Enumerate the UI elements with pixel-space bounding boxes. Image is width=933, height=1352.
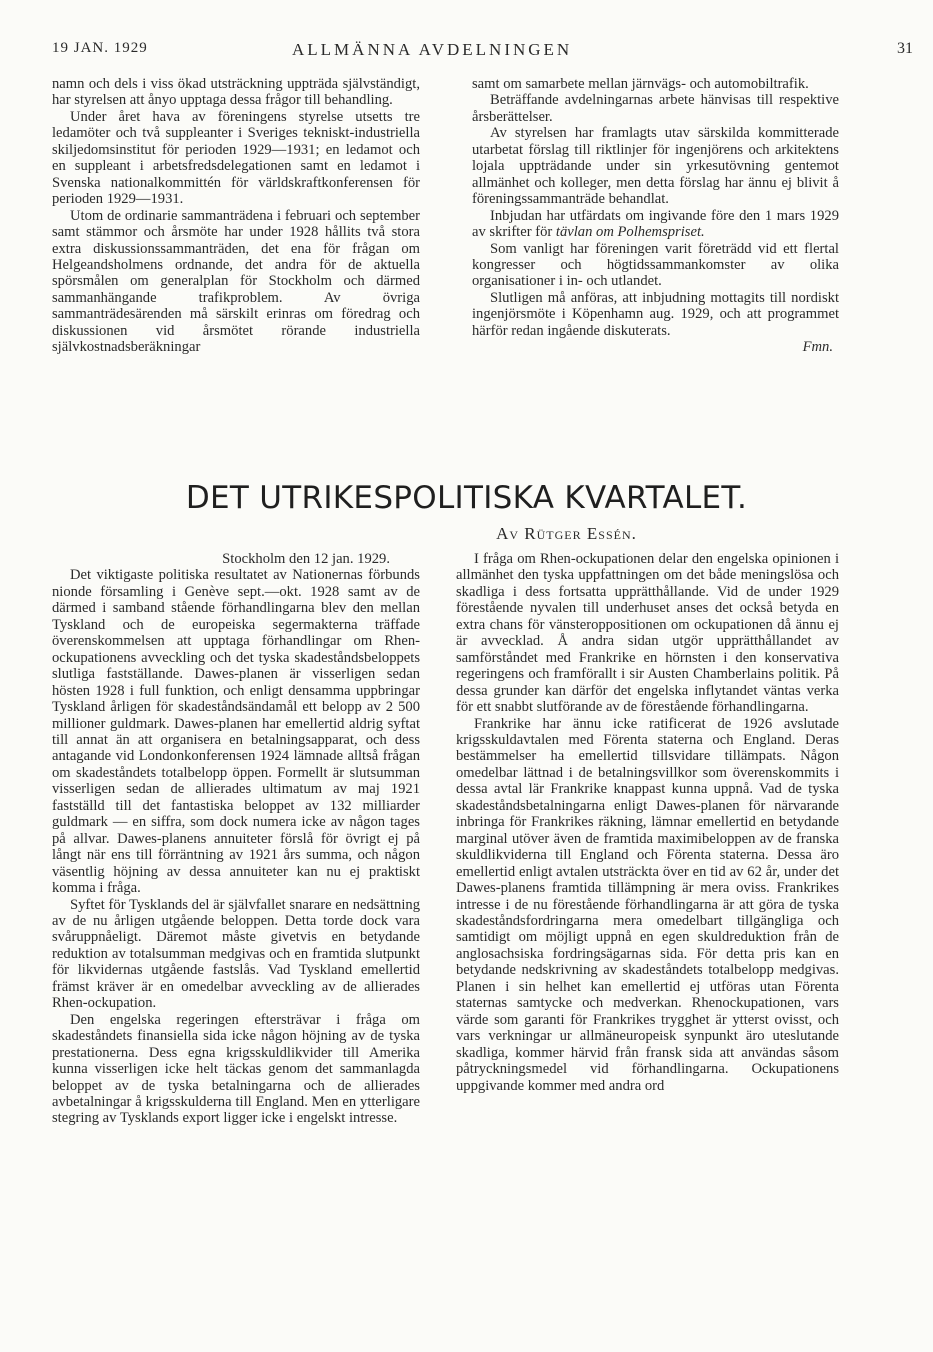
paragraph: Slutligen må anföras, att inbjudning mottagits till nordiskt ingenjörsmöte i Köpenhamn aug. 1929, och att programmet härför redan ingående diskuterats. xyxy=(472,289,839,339)
paragraph-text: Inbjudan har utfärdats om ingivande före den 1 mars 1929 av skrifter för xyxy=(472,207,839,241)
dateline: Stockholm den 12 jan. 1929. xyxy=(222,551,390,567)
article-byline: Av Rütger Essén. xyxy=(496,524,637,543)
header-date: 19 JAN. 1929 xyxy=(52,40,148,56)
paragraph: Frankrike har ännu icke ratificerat de 1926 avslutade krigsskuldavtalen med Förenta staterna och England. Deras bestämmelser ha emellertid tillsvidare tillämpats. Någon omedelbar lättnad i de betalningsvillkor som överenskommits i dessa avtal lär Frankrike knappast kunna uppnå. Vad de tyska skadeståndsbetalningarna enligt Dawes-planen för närvarande inbringa för Frankrikes räkning, lämnar emellertid en betydande marginal utöver även de framtida maximibeloppen av de franska skuldlikviderna till England och Förenta staterna. Dessa äro emellertid enligt avtalen utsträckta över en tid av 62 år, under det Dawes-planens framtida tillämpning är mera oviss. Frankrikes intresse i de nu förestående förhandlingarna är att göra de tyska skadeståndsfordringarna mera omedelbart tillgängliga och samtidigt om möjligt uppnå en egen skuldreduktion från de anglosachsiska fordringsägarnas sida. För detta pris kan en betydande nedskrivning av skadeståndets totalbelopp medgivas. Planen i sin helhet kan emellertid ej utföras utan Förenta staternas samtycke och medverkan. Rhenockupationen, vars värde som garanti för Frankrikes trygghet är ytterst ovisst, och vars verkningar ur allmäneuropeisk synpunkt äro uteslutande skadliga, kommer härvid från fransk sida att användas såsom påtryckningsmedel vid förhandlingarna. Ockupationens uppgivande kommer med andra ord xyxy=(456,715,839,1094)
signature: Fmn. xyxy=(802,339,833,356)
header-section-title: ALLMÄNNA AVDELNINGEN xyxy=(292,40,573,59)
page-number: 31 xyxy=(897,40,913,57)
paragraph: I fråga om Rhen-ockupationen delar den engelska opinionen i allmänhet den tyska uppfattningen om det både meningslösa och skadliga i dess fortsatta upprätthållande. Vid de under 1929 förestående nyvalen till underhuset anses det också betyda en extra chans för vänsteroppositionen om ockupationen då ännu ej är avvecklad. Å andra sidan utgör upprätthållandet av samförståndet med Frankrike en hörnsten i den konservativa regeringens och framförallt i sir Austen Chamberlains politik. På dessa grunder kan därför det engelska inflytandet väntas verka för ett snabbt slutförande av de förestående förhandlingarna. xyxy=(456,551,839,716)
column-bottom-right xyxy=(456,551,839,1094)
prize-name: tävlan om Polhemspriset. xyxy=(555,224,705,241)
column-top-right xyxy=(472,76,839,356)
running-header xyxy=(52,40,913,64)
paragraph: Som vanligt har föreningen varit företrädd vid ett flertal kongresser och högtidssammankomster av olika organisationer i in- och utlandet. xyxy=(472,240,839,290)
column-bottom-left xyxy=(52,551,420,1127)
paragraph: Av styrelsen har framlagts utav särskilda kommitterade utarbetat förslag till riktlinjer för ingenjörens och arkitektens lojala uppträdande under sin yrkesutövning gentemot allmänhet och kolleger, men detta förslag har ännu ej blivit å föreningssammanträde behandlat. xyxy=(472,125,839,208)
paragraph xyxy=(472,208,839,241)
article-title: DET UTRIKESPOLITISKA KVARTALET. xyxy=(185,480,748,516)
paragraph: samt om samarbete mellan järnvägs- och automobiltrafik. xyxy=(472,76,809,92)
paragraph: Den engelska regeringen eftersträvar i fråga om skadeståndets finansiella sida icke någon höjning av de tyska prestationerna. Dess egna krigsskuldlikvider till Amerika kunna visserligen icke helt täckas genom det sammanlagda beloppet av de tyska betalningarna och de allierades avbetalningar å krigsskulderna till England. Men en ytterligare stegring av Tysklands export ligger icke i engelskt intresse. xyxy=(52,1011,420,1127)
paragraph: Beträffande avdelningarnas arbete hänvisas till respektive årsberättelser. xyxy=(472,92,839,125)
column-top-left xyxy=(52,76,420,356)
paragraph: Under året hava av föreningens styrelse utsetts tre ledamöter och två suppleanter i Sveriges tekniskt-industriella skiljedomsinstitut för perioden 1929—1931; en ledamot och en suppleant i arbetsfredsdelegationen samt en ledamot i Svenska nationalkommittén för världskraftkonferensen för perioden 1929—1931. xyxy=(52,108,420,208)
paragraph: namn och dels i viss ökad utsträckning uppträda självständigt, har styrelsen att ånyo upptaga dessa frågor till behandling. xyxy=(52,76,420,109)
paragraph: Utom de ordinarie sammanträdena i februari och september samt stämmor och årsmöte har under 1928 hållits två stora extra diskussionssammanträden, det ena för frågan om Helgeandsholmens ordnande, det andra för de aktuella spörsmålen om generalplan för Stockholm och därmed sammanhängande trafikproblem. Av övriga sammanträdesärenden må särskilt erinras om föredrag och diskussionen vid årsmötet rörande industriella självkostnadsberäkningar xyxy=(52,207,420,356)
paragraph: Det viktigaste politiska resultatet av Nationernas förbunds nionde församling i Genève sept.—okt. 1928 samt av de därmed i samband stående förhandlingarna blev den mellan Tyskland och de europeiska segermakterna träffade överenskommelsen att upptaga förhandlingar om Rhen-ockupationens avveckling och det tyska skadeståndsbeloppets slutliga fastställande. Dawes-planen är visserligen sedan hösten 1928 i full funktion, och enligt densamma uppbringar Tyskland årligen för skadeståndsändamål ett belopp av 2 500 millioner guldmark. Dawes-planen har emellertid aldrig syftat till annat än att organisera en betalningsapparat, och dess antagande vid Londonkonferensen 1924 lämnade alltså frågan om skadeståndets totalbelopp öppen. Formellt är slutsumman visserligen sedan de allierades ultimatum av maj 1921 fastställd till det fantastiska beloppet av 132 milliarder guldmark — en siffra, som dock numera icke av någon tages på allvar. Dawes-planens annuiteter förslå för övrigt ej på långt när ens till förräntning av 1921 års summa, och någon väsentlig höjning av dessa annuiteter kan nu ej praktiskt komma i fråga. xyxy=(52,567,420,897)
paragraph: Syftet för Tysklands del är självfallet snarare en nedsättning av de nu årligen utgående beloppen. Detta torde dock vara svåruppnåeligt. Däremot måste givetvis en betydande reduktion av totalsumman medgivas och en framtida slutpunkt för likvidernas utgående fastslås. Vad Tyskland emellertid främst kräver är en omedelbar avveckling av de allierades Rhen-ockupation. xyxy=(52,896,420,1012)
